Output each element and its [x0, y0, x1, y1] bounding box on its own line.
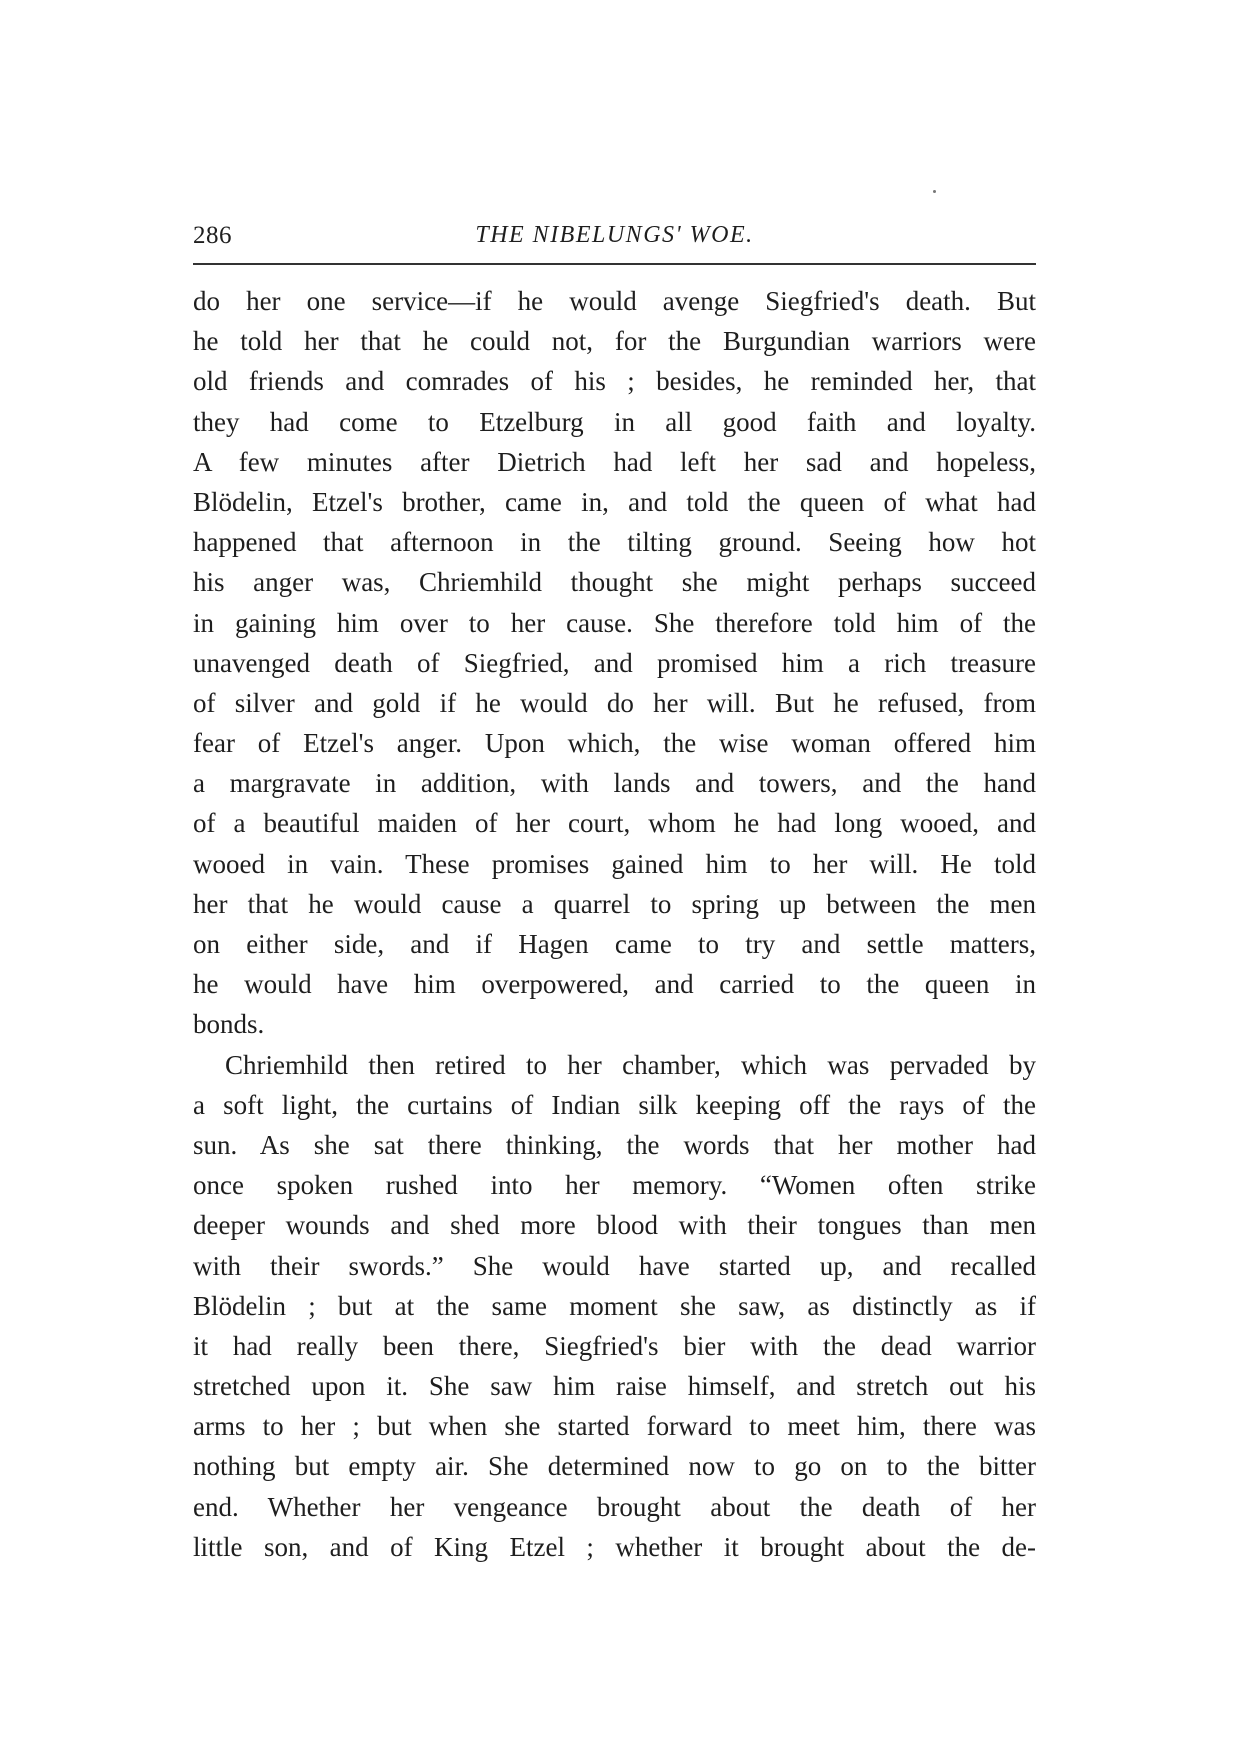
- text-line: it had really been there, Siegfried's bier with the dead warrior: [193, 1330, 1036, 1361]
- text-line: of silver and gold if he would do her will. But he refused, from: [193, 687, 1036, 718]
- text-line: old friends and comrades of his ; besides, he reminded her, that: [193, 366, 1036, 397]
- text-line: A few minutes after Dietrich had left her sad and hopeless,: [193, 446, 1036, 477]
- text-line: unavenged death of Siegfried, and promised him a rich treasure: [193, 647, 1036, 678]
- text-line: wooed in vain. These promises gained him to her will. He told: [193, 848, 1036, 879]
- text-line: his anger was, Chriemhild thought she might perhaps succeed: [193, 567, 1036, 598]
- text-line: Blödelin ; but at the same moment she saw, as distinctly as if: [193, 1290, 1036, 1321]
- text-line: once spoken rushed into her memory. “Women often strike: [193, 1170, 1036, 1201]
- text-line: he told her that he could not, for the Burgundian warriors were: [193, 326, 1036, 357]
- text-line: happened that afternoon in the tilting ground. Seeing how hot: [193, 527, 1036, 558]
- text-line: her that he would cause a quarrel to spring up between the men: [193, 888, 1036, 919]
- page-header: [193, 218, 1036, 258]
- text-line: in gaining him over to her cause. She therefore told him of the: [193, 607, 1036, 638]
- text-line: he would have him overpowered, and carried to the queen in: [193, 969, 1036, 1000]
- text-line: deeper wounds and shed more blood with their tongues than men: [193, 1210, 1036, 1241]
- text-line: arms to her ; but when she started forward to meet him, there was: [193, 1411, 1036, 1442]
- text-line: with their swords.” She would have started up, and recalled: [193, 1250, 1036, 1281]
- text-line: do her one service—if he would avenge Siegfried's death. But: [193, 286, 1036, 316]
- text-line: stretched upon it. She saw him raise himself, and stretch out his: [193, 1371, 1036, 1402]
- text-line: end. Whether her vengeance brought about the death of her: [193, 1491, 1036, 1522]
- text-line: nothing but empty air. She determined now to go on to the bitter: [193, 1451, 1036, 1482]
- text-line: on either side, and if Hagen came to try and settle matters,: [193, 929, 1036, 959]
- speck-mark: [933, 190, 936, 193]
- body-text: [193, 281, 1036, 1567]
- page-number: 286: [193, 222, 232, 249]
- text-line: of a beautiful maiden of her court, whom he had long wooed, and: [193, 808, 1036, 839]
- running-title: THE NIBELUNGS' WOE.: [475, 222, 754, 248]
- text-line: a soft light, the curtains of Indian silk keeping off the rays of the: [193, 1089, 1036, 1120]
- text-line: sun. As she sat there thinking, the words that her mother had: [193, 1129, 1036, 1160]
- text-line: fear of Etzel's anger. Upon which, the wise woman offered him: [193, 728, 1036, 759]
- paragraph-start-line: Chriemhild then retired to her chamber, which was pervaded by: [225, 1049, 1036, 1080]
- text-line: bonds.: [193, 1009, 265, 1040]
- text-line: a margravate in addition, with lands and towers, and the hand: [193, 768, 1036, 799]
- header-rule: [193, 263, 1036, 265]
- text-line: little son, and of King Etzel ; whether it brought about the de-: [193, 1531, 1036, 1562]
- text-line: Blödelin, Etzel's brother, came in, and told the queen of what had: [193, 486, 1036, 517]
- text-line: they had come to Etzelburg in all good faith and loyalty.: [193, 406, 1036, 437]
